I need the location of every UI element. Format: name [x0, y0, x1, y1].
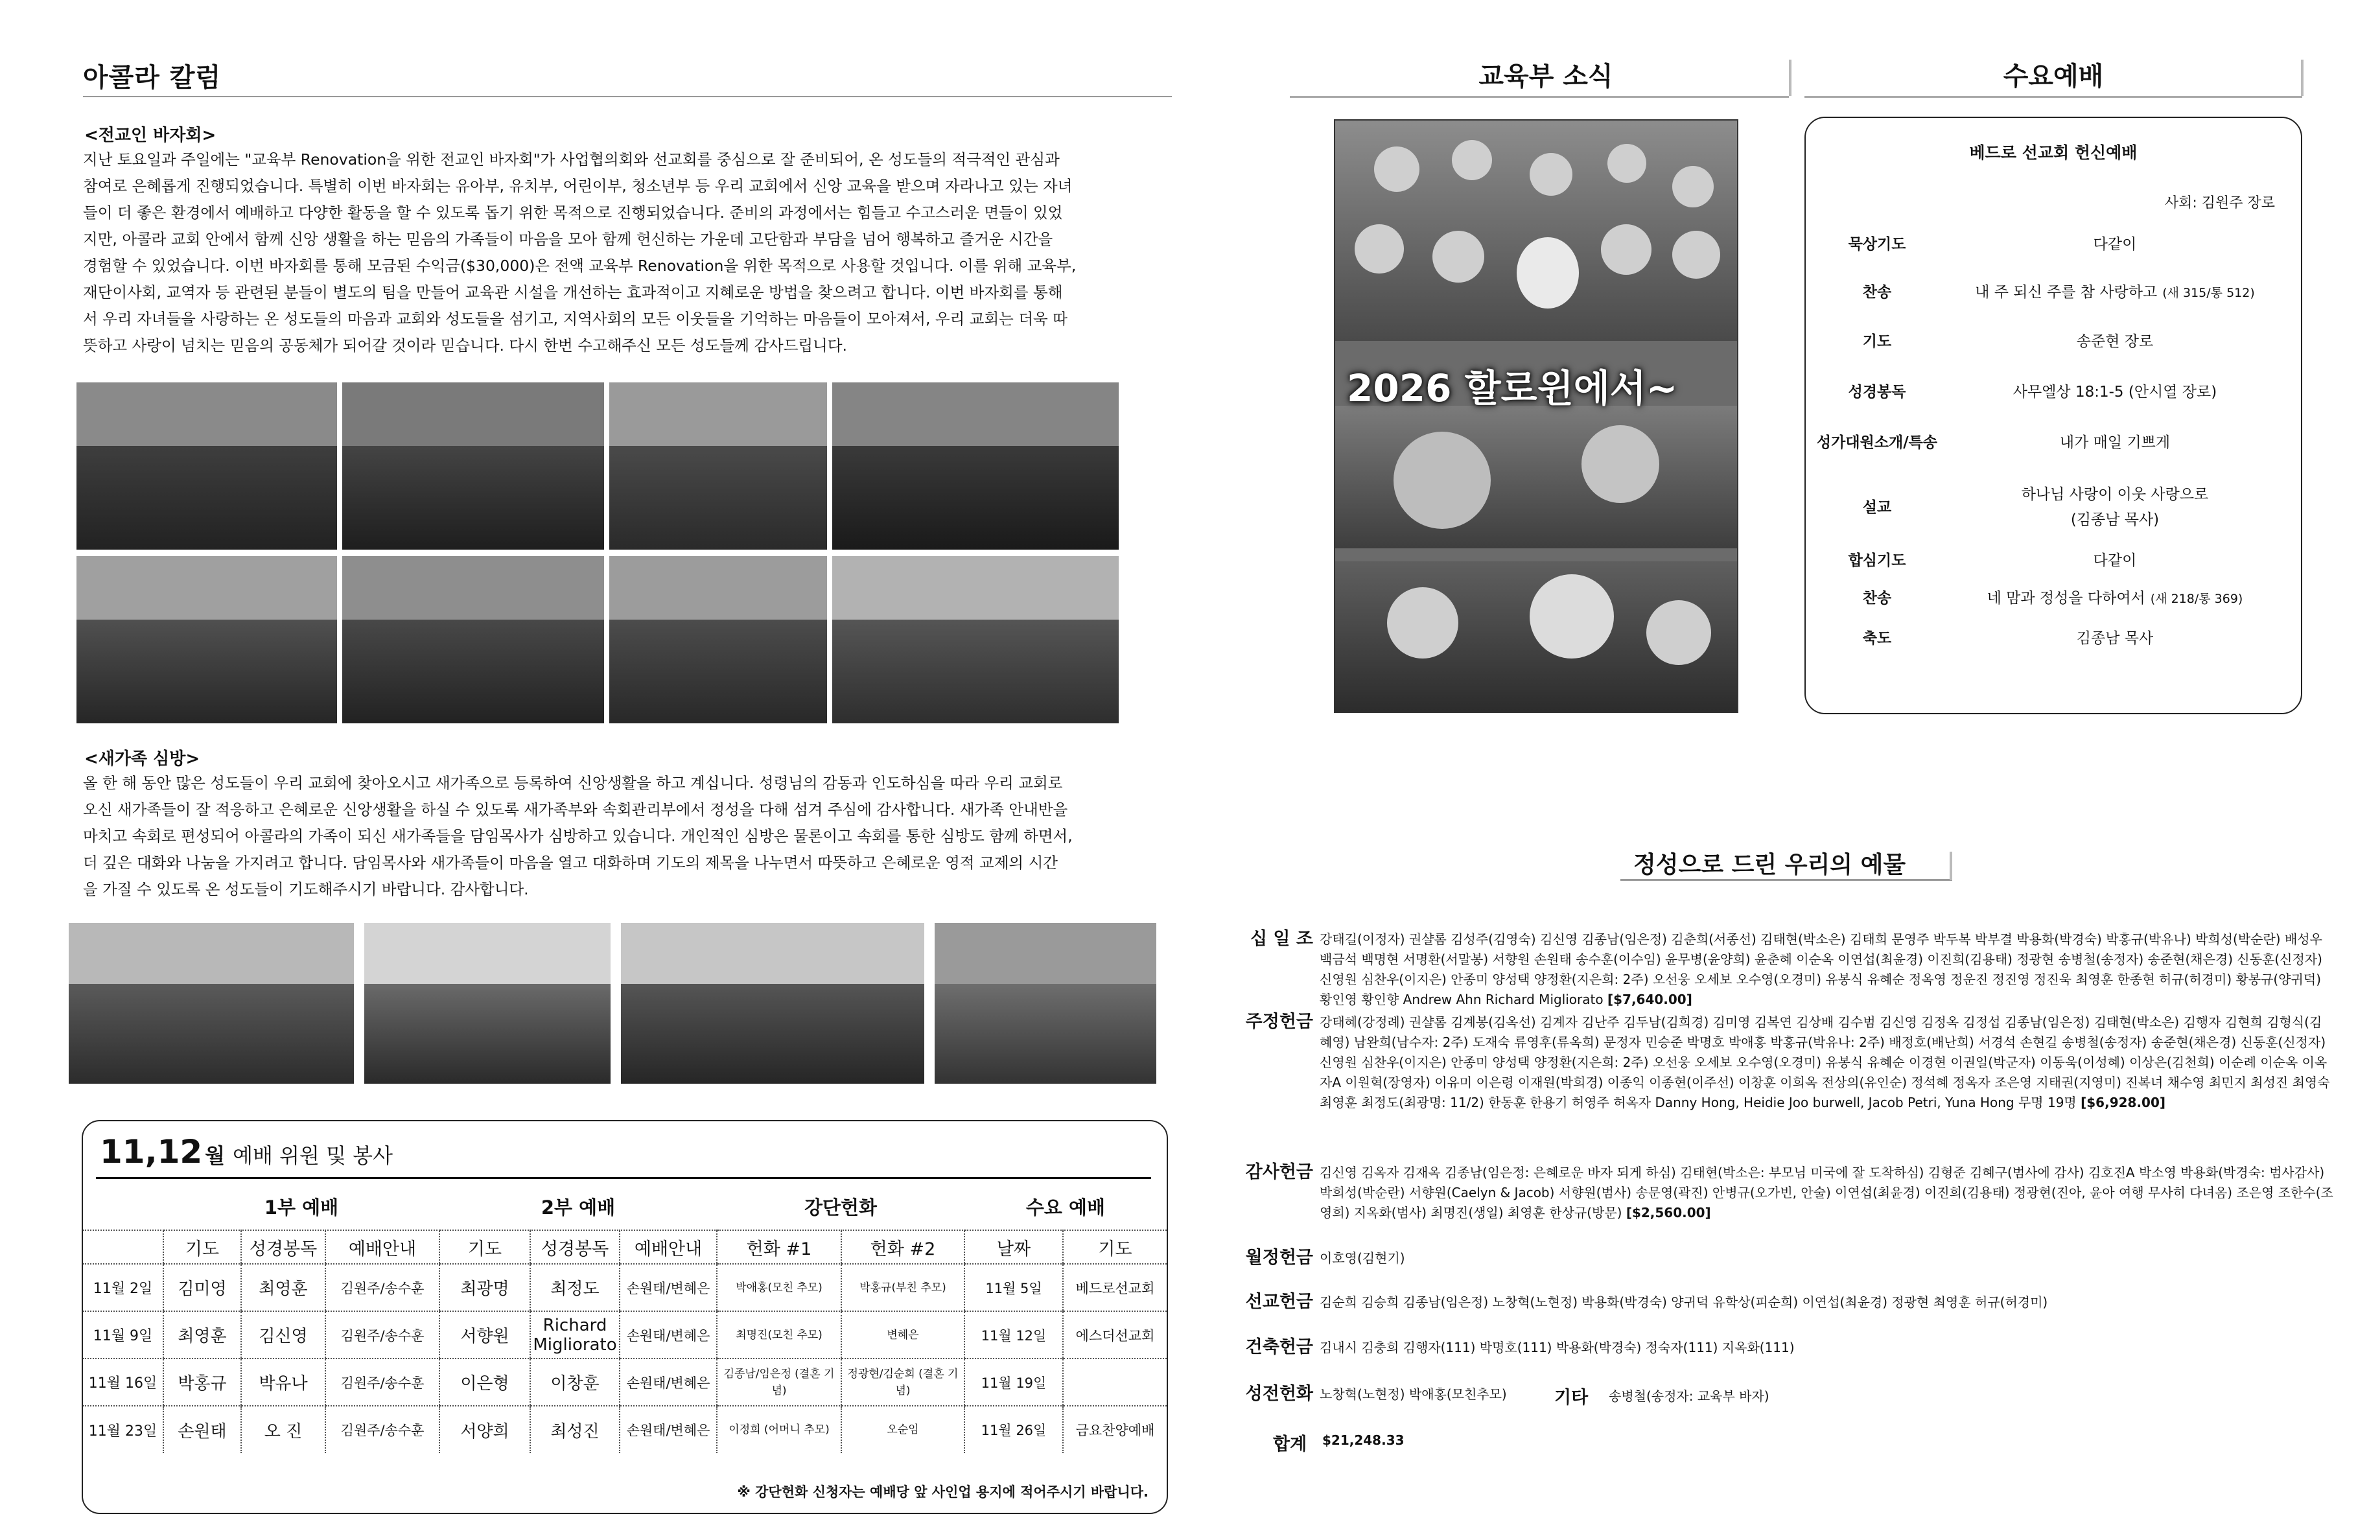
table-cell: 이은형	[439, 1359, 530, 1406]
offerings-title-rule	[1620, 879, 1952, 881]
paragraph-line: 더 깊은 대화와 나눔을 가지려고 합니다. 담임목사와 새가족들이 마음을 열고 대화하며 기도의 제목을 나누면서 따뜻하고 은혜로운 영적 교제의 시간	[83, 854, 1058, 872]
order-item-value: 내 주 되신 주를 참 사랑하고 (새 315/통 512)	[1975, 284, 2255, 301]
table-cell: 에스더선교회	[1063, 1311, 1167, 1359]
order-item-label: 성경봉독	[1848, 384, 1906, 401]
offering-names: 강태혜(강정례) 권샬롬 김계봉(김옥선) 김계자 김난주 김두남(김희경) 김미영 김복연 김상배 김수범 김신영 김정옥 김정섭 김종남(임은정) 김태현(박소은) 김행자 김현희 김형식(김혜영) 남완희(남수자: 2주) 도재숙 류영후(류옥희) 문정자 민승준 박명호 박애홍 박홍규(박유나: 2주) 배정호(배난희) 서경석 손현길 송병철(송정자) 송준현(채은경) 신동훈(신정자) 신영원 심찬우(이지은) 안종미 양성택 양정환(지은희: 2주) 오선웅 오세보 오수영(오경미) 유봉식 유혜순 이경현 이권일(박군자) 이동욱(이성혜) 이상은(김천희) 이순례 이순옥 이옥자A 이원혁(장영자) 이유미 이은령 이재원(박희경) 이종익 이종현(이주선) 이창훈 이희옥 전상의(유인순) 정석혜 정옥자 조은영 지태권(지영미) 진복녀 채수영 최민지 최성진 최영숙 최영훈 최정도(최광명: 11/2) 한동훈 한용기 허영주 허옥자 Danny Hong, Heidie Joo burwell, Jacob Petri, Yuna Hong 무명 19명 [$6,928.00]	[1320, 1014, 2330, 1110]
edu-news-header: 교육부 소식	[1478, 62, 1613, 91]
table-cell: 11월 5일	[964, 1264, 1063, 1311]
table-cell: 이정희 (어머니 추모)	[717, 1406, 841, 1453]
order-item-label: 설교	[1862, 498, 1892, 516]
order-item-value: 내가 매일 기쁘게	[2059, 434, 2171, 451]
halloween-photo-caption: 2026 할로윈에서~	[1347, 366, 1678, 410]
bazaar-photo-8	[832, 556, 1119, 723]
order-item-note: (새 218/통 369)	[2150, 592, 2243, 606]
order-item	[1806, 329, 2301, 351]
table-cell: 정광현/김순희 (결혼 기념)	[841, 1359, 964, 1406]
wednesday-presider: 사회: 김원주 장로	[2164, 195, 2275, 211]
newfamily-photo-1	[69, 923, 354, 1084]
table-cell: 최영훈	[241, 1264, 325, 1311]
offering-other-label: 기타	[1554, 1388, 1589, 1408]
offering-building	[1231, 1336, 2333, 1359]
column-header: 기도	[439, 1230, 530, 1264]
table-cell	[1063, 1359, 1167, 1406]
column-header: 헌화 #2	[841, 1230, 964, 1264]
schedule-note: ※ 강단헌화 신청자는 예배당 앞 사인업 용지에 적어주시기 바랍니다.	[737, 1484, 1149, 1500]
table-cell: 최영훈	[163, 1311, 241, 1359]
order-item	[1806, 232, 2301, 253]
table-cell: 박홍규	[163, 1359, 241, 1406]
paragraph-line: 재단이사회, 교역자 등 관련된 분들이 별도의 팀을 만들어 교육관 시설을 개선하는 효과적이고 지혜로운 방법을 찾으려고 합니다. 이번 바자회를 통해	[83, 283, 1063, 301]
table-cell: 박홍규(부친 추모)	[841, 1264, 964, 1311]
order-item-note: (김종남 목사)	[2070, 511, 2160, 528]
table-cell: 오순임	[841, 1406, 964, 1453]
row-date: 11월 2일	[83, 1264, 163, 1311]
wednesday-service-title: 베드로 선교회 헌신예배	[1969, 143, 2138, 162]
offering-amount: [$7,640.00]	[1607, 992, 1692, 1007]
edu-news-header-rule	[1290, 96, 1789, 98]
table-cell: 김원주/송수훈	[325, 1359, 439, 1406]
order-item	[1806, 430, 2301, 452]
offering-names: 김순희 김승희 김종남(임은정) 노창혁(노현정) 박용화(박경숙) 양귀덕 유학상(피순희) 이연섭(최윤경) 정광현 최영훈 허규(허경미)	[1320, 1294, 2048, 1310]
column-title-rule	[83, 96, 1172, 97]
table-cell: 변혜은	[841, 1311, 964, 1359]
bazaar-photo-7	[609, 556, 827, 723]
offering-mission	[1231, 1291, 2333, 1313]
table-cell: 김원주/송수훈	[325, 1264, 439, 1311]
order-item-note: (새 315/통 512)	[2162, 286, 2255, 300]
table-cell: 금요찬양예배	[1063, 1406, 1167, 1453]
table-cell: 손원태/변혜은	[620, 1406, 717, 1453]
table-cell: 김원주/송수훈	[325, 1311, 439, 1359]
offering-label: 건축헌금	[1245, 1337, 1313, 1357]
bazaar-photo-grid	[76, 382, 1116, 723]
table-row	[83, 1359, 1167, 1406]
schedule-box	[82, 1120, 1168, 1514]
offering-amount: [$6,928.00]	[2081, 1095, 2166, 1110]
header-divider	[1789, 60, 1791, 96]
table-cell: 서양희	[439, 1406, 530, 1453]
order-item-label: 성가대원소개/특송	[1816, 434, 1938, 451]
table-row	[83, 1311, 1167, 1359]
offering-label: 십 일 조	[1250, 929, 1313, 949]
table-cell: 이창훈	[530, 1359, 620, 1406]
offering-label: 월정헌금	[1245, 1248, 1313, 1268]
offering-label: 감사헌금	[1245, 1162, 1313, 1182]
newfamily-photo-4	[935, 923, 1156, 1084]
table-cell: 손원태	[163, 1406, 241, 1453]
offerings-title-tick	[1950, 852, 1952, 880]
group-header: 2부 예배	[439, 1184, 717, 1230]
table-cell: 최성진	[530, 1406, 620, 1453]
offerings-title: 정성으로 드린 우리의 예물	[1633, 852, 1906, 878]
offering-label: 성전헌화	[1245, 1384, 1313, 1404]
row-date: 11월 16일	[83, 1359, 163, 1406]
paragraph-line: 들이 더 좋은 환경에서 예배하고 다양한 활동을 할 수 있도록 돕기 위한 목적으로 진행되었습니다. 준비의 과정에서는 힘들고 수고스러운 면들이 있었	[83, 204, 1063, 222]
table-cell: 최정도	[530, 1264, 620, 1311]
order-item-value: 김종남 목사	[2076, 630, 2154, 647]
order-item	[1806, 586, 2301, 607]
table-cell: 최명진(모친 추모)	[717, 1311, 841, 1359]
order-item-label: 합심기도	[1848, 552, 1906, 569]
column-header: 날짜	[964, 1230, 1063, 1264]
offering-names: 강태길(이정자) 권샬롬 김성주(김영숙) 김신영 김종남(임은정) 김춘희(서종선) 김태현(박소은) 김태희 문영주 박두복 박부결 박용화(박경숙) 박홍규(박유나) 박희성(박순란) 배성우 백금석 백명현 서명환(서말봉) 서향원 손원태 송수훈(이수임) 윤무병(윤양희) 윤춘혜 이순옥 이연섭(최윤경) 이진희(김용태) 정광현 송병철(송정자) 송준현(채은경) 신동훈(신정자) 신영원 심찬우(이지은) 안종미 양성택 양정환(지은희: 2주) 오선웅 오세보 오수영(오경미) 유봉식 유혜순 정옥영 정운진 정진영 정진욱 최영훈 한종현 허규(허경미) 황봉규(양귀덕) 황인영 황인향 Andrew Ahn Richard Migliorato [$7,640.00]	[1320, 931, 2322, 1007]
paragraph-line: 올 한 해 동안 많은 성도들이 우리 교회에 찾아오시고 새가족으로 등록하여 신앙생활을 하고 계십니다. 성령님의 감동과 인도하심을 따라 우리 교회로	[83, 774, 1063, 792]
paragraph-line: 마치고 속회로 편성되어 아콜라의 가족이 되신 새가족들을 담임목사가 심방하고 있습니다. 개인적인 심방은 물론이고 속회를 통한 심방도 함께 하면서,	[83, 827, 1073, 845]
order-item-value: 다같이	[2093, 552, 2137, 569]
bazaar-photo-2	[342, 382, 604, 550]
offering-total-label: 합계	[1273, 1434, 1307, 1454]
wednesday-header-rule	[1804, 96, 2302, 98]
bazaar-photo-4	[832, 382, 1119, 550]
newfamily-photo-grid	[69, 923, 1164, 1084]
row-date: 11월 23일	[88, 1423, 158, 1440]
column-title: 아콜라 칼럼	[83, 63, 222, 93]
table-cell: 손원태/변혜은	[620, 1359, 717, 1406]
table-cell: 손원태/변혜은	[620, 1311, 717, 1359]
table-cell: 11월 26일	[964, 1406, 1063, 1453]
column-header: 기도	[1063, 1230, 1167, 1264]
offering-other-text: 송병철(송정자: 교육부 바자)	[1609, 1388, 1769, 1404]
table-cell: 박애홍(모친 추모)	[717, 1264, 841, 1311]
order-item-label: 축도	[1862, 630, 1892, 647]
table-cell: 서향원	[439, 1311, 530, 1359]
table-row	[83, 1264, 1167, 1311]
paragraph-line: 지만, 아콜라 교회 안에서 함께 신앙 생활을 하는 믿음의 가족들이 마음을 모아 함께 헌신하는 가운데 고단함과 부담을 넘어 행복하고 즐거운 시간을	[83, 230, 1053, 248]
order-item	[1806, 626, 2301, 648]
order-item-value: 사무엘상 18:1-5 (안시열 장로)	[2012, 384, 2217, 401]
table-cell: 11월 12일	[964, 1311, 1063, 1359]
table-cell: 최광명	[439, 1264, 530, 1311]
order-item-value: 다같이	[2093, 236, 2137, 253]
paragraph-line: 경험할 수 있었습니다. 이번 바자회를 통해 모금된 수익금($30,000)은 전액 교육부 Renovation을 위한 목적으로 사용할 것입니다. 이를 위해 교육부,	[83, 257, 1077, 275]
table-cell: 손원태/변혜은	[620, 1264, 717, 1311]
order-item	[1806, 380, 2301, 401]
column-header: 기도	[163, 1230, 241, 1264]
offering-label: 주정헌금	[1245, 1012, 1313, 1032]
order-item-label: 기도	[1862, 333, 1892, 350]
schedule-title-text: 예배 위원 및 봉사	[233, 1143, 393, 1168]
paragraph-line: 뜻하고 사랑이 넘치는 믿음의 공동체가 되어갈 것이라 믿습니다. 다시 한번 수고해주신 모든 성도들께 감사드립니다.	[83, 336, 847, 355]
table-cell: 김신영	[241, 1311, 325, 1359]
bazaar-paragraph	[83, 146, 1167, 359]
order-item	[1806, 280, 2301, 301]
paragraph-line: 을 가질 수 있도록 온 성도들이 기도해주시기 바랍니다. 감사합니다.	[83, 880, 529, 898]
group-header: 강단헌화	[717, 1184, 964, 1230]
paragraph-line: 오신 새가족들이 잘 적응하고 은혜로운 신앙생활을 하실 수 있도록 새가족부와 속회관리부에서 정성을 다해 섬겨 주심에 감사합니다. 새가족 안내반을	[83, 800, 1068, 819]
column-header: 성경봉독	[241, 1230, 325, 1264]
order-item-label: 찬송	[1862, 284, 1892, 301]
order-item	[1806, 548, 2301, 570]
row-date: 11월 9일	[83, 1311, 163, 1359]
halloween-photo	[1334, 119, 1738, 713]
bazaar-photo-3	[609, 382, 827, 550]
table-cell: 베드로선교회	[1063, 1264, 1167, 1311]
wednesday-service-box	[1804, 117, 2302, 714]
schedule-title	[100, 1133, 393, 1171]
order-item-label: 묵상기도	[1848, 236, 1906, 253]
newfamily-paragraph	[83, 770, 1167, 903]
newfamily-heading: <새가족 심방>	[84, 749, 200, 769]
table-cell: 김미영	[163, 1264, 241, 1311]
wednesday-header: 수요예배	[2003, 62, 2104, 91]
offering-total-amount: $21,248.33	[1322, 1432, 1405, 1448]
offering-names: 김내시 김충희 김행자(111) 박명호(111) 박용화(박경숙) 정숙자(111) 지옥화(111)	[1320, 1340, 1795, 1355]
column-header: 헌화 #1	[717, 1230, 841, 1264]
group-header: 1부 예배	[163, 1184, 439, 1230]
offering-thanks	[1231, 1161, 2333, 1223]
paragraph-line: 서 우리 자녀들을 사랑하는 온 성도들의 마음과 교회와 성도들을 섬기고, 지역사회의 모든 이웃들을 기억하는 마음들이 모아져서, 우리 교회는 더욱 따	[83, 310, 1068, 328]
order-item-value: 송준현 장로	[2076, 333, 2154, 350]
table-cell: 김원주/송수훈	[325, 1406, 439, 1453]
offering-label: 선교헌금	[1245, 1292, 1313, 1312]
order-item-value: 하나님 사랑이 이웃 사랑으로 (김종남 목사)	[1948, 482, 2301, 529]
table-cell: Richard Migliorato	[530, 1311, 620, 1359]
table-cell: 박유나	[241, 1359, 325, 1406]
offering-monthly	[1231, 1247, 2333, 1269]
schedule-table	[83, 1184, 1167, 1453]
table-cell: 오 진	[241, 1406, 325, 1453]
order-item-value: 네 맘과 정성을 다하여서 (새 218/통 369)	[1987, 590, 2243, 607]
bazaar-photo-5	[76, 556, 337, 723]
table-cell: 김종남/임은정 (결혼 기념)	[717, 1359, 841, 1406]
offering-tithe	[1231, 928, 2333, 1010]
order-item	[1806, 482, 2301, 529]
order-item-label: 찬송	[1862, 590, 1892, 607]
group-header: 수요 예배	[964, 1184, 1167, 1230]
bazaar-photo-1	[76, 382, 337, 550]
offering-names: 노창혁(노현정) 박애홍(모친추모)	[1320, 1386, 1507, 1402]
schedule-title-month-suffix: 월	[205, 1143, 226, 1168]
paragraph-line: 참여로 은혜롭게 진행되었습니다. 특별히 이번 바자회는 유아부, 유치부, 어린이부, 청소년부 등 우리 교회에서 신앙 교육을 받으며 자라나고 있는 자녀	[83, 177, 1073, 195]
paragraph-line: 지난 토요일과 주일에는 "교육부 Renovation을 위한 전교인 바자회"가 사업협의회와 선교회를 중심으로 잘 준비되어, 온 성도들의 적극적인 관심과	[83, 150, 1060, 169]
schedule-table-body	[83, 1264, 1167, 1453]
table-cell: 11월 19일	[964, 1359, 1063, 1406]
table-row	[83, 1406, 1167, 1453]
bazaar-photo-6	[342, 556, 604, 723]
column-header: 예배안내	[620, 1230, 717, 1264]
newfamily-photo-3	[621, 923, 924, 1084]
newfamily-photo-2	[364, 923, 611, 1084]
offering-names: 이호영(김현기)	[1320, 1250, 1405, 1266]
offering-altar	[1231, 1383, 1594, 1405]
column-header: 예배안내	[325, 1230, 439, 1264]
header-divider	[2301, 60, 2304, 96]
bazaar-heading: <전교인 바자회>	[84, 126, 216, 145]
offering-names: 김신영 김옥자 김재옥 김종남(임은정: 은혜로운 바자 되게 하심) 김태현(박소은: 부모님 미국에 잘 도착하심) 김형준 김혜구(범사에 감사) 김호진A 박소영 박용화(박경숙: 범사감사) 박희성(박순란) 서향원(Caelyn & Jacob) 서향원(범사) 송문영(곽진) 안병규(오가빈, 안술) 이연섭(최윤경) 이진희(김용태) 정광현(진아, 윤아 여행 무사히 다녀옴) 조은영 조한수(조영희) 지옥화(범사) 최명진(생일) 최영훈 한상규(방문) [$2,560.00]	[1320, 1165, 2333, 1220]
schedule-title-months: 11,12	[100, 1133, 203, 1171]
schedule-title-rule	[96, 1177, 1151, 1179]
offering-weekly	[1231, 1011, 2333, 1113]
column-header: 성경봉독	[530, 1230, 620, 1264]
offering-amount: [$2,560.00]	[1626, 1205, 1711, 1220]
